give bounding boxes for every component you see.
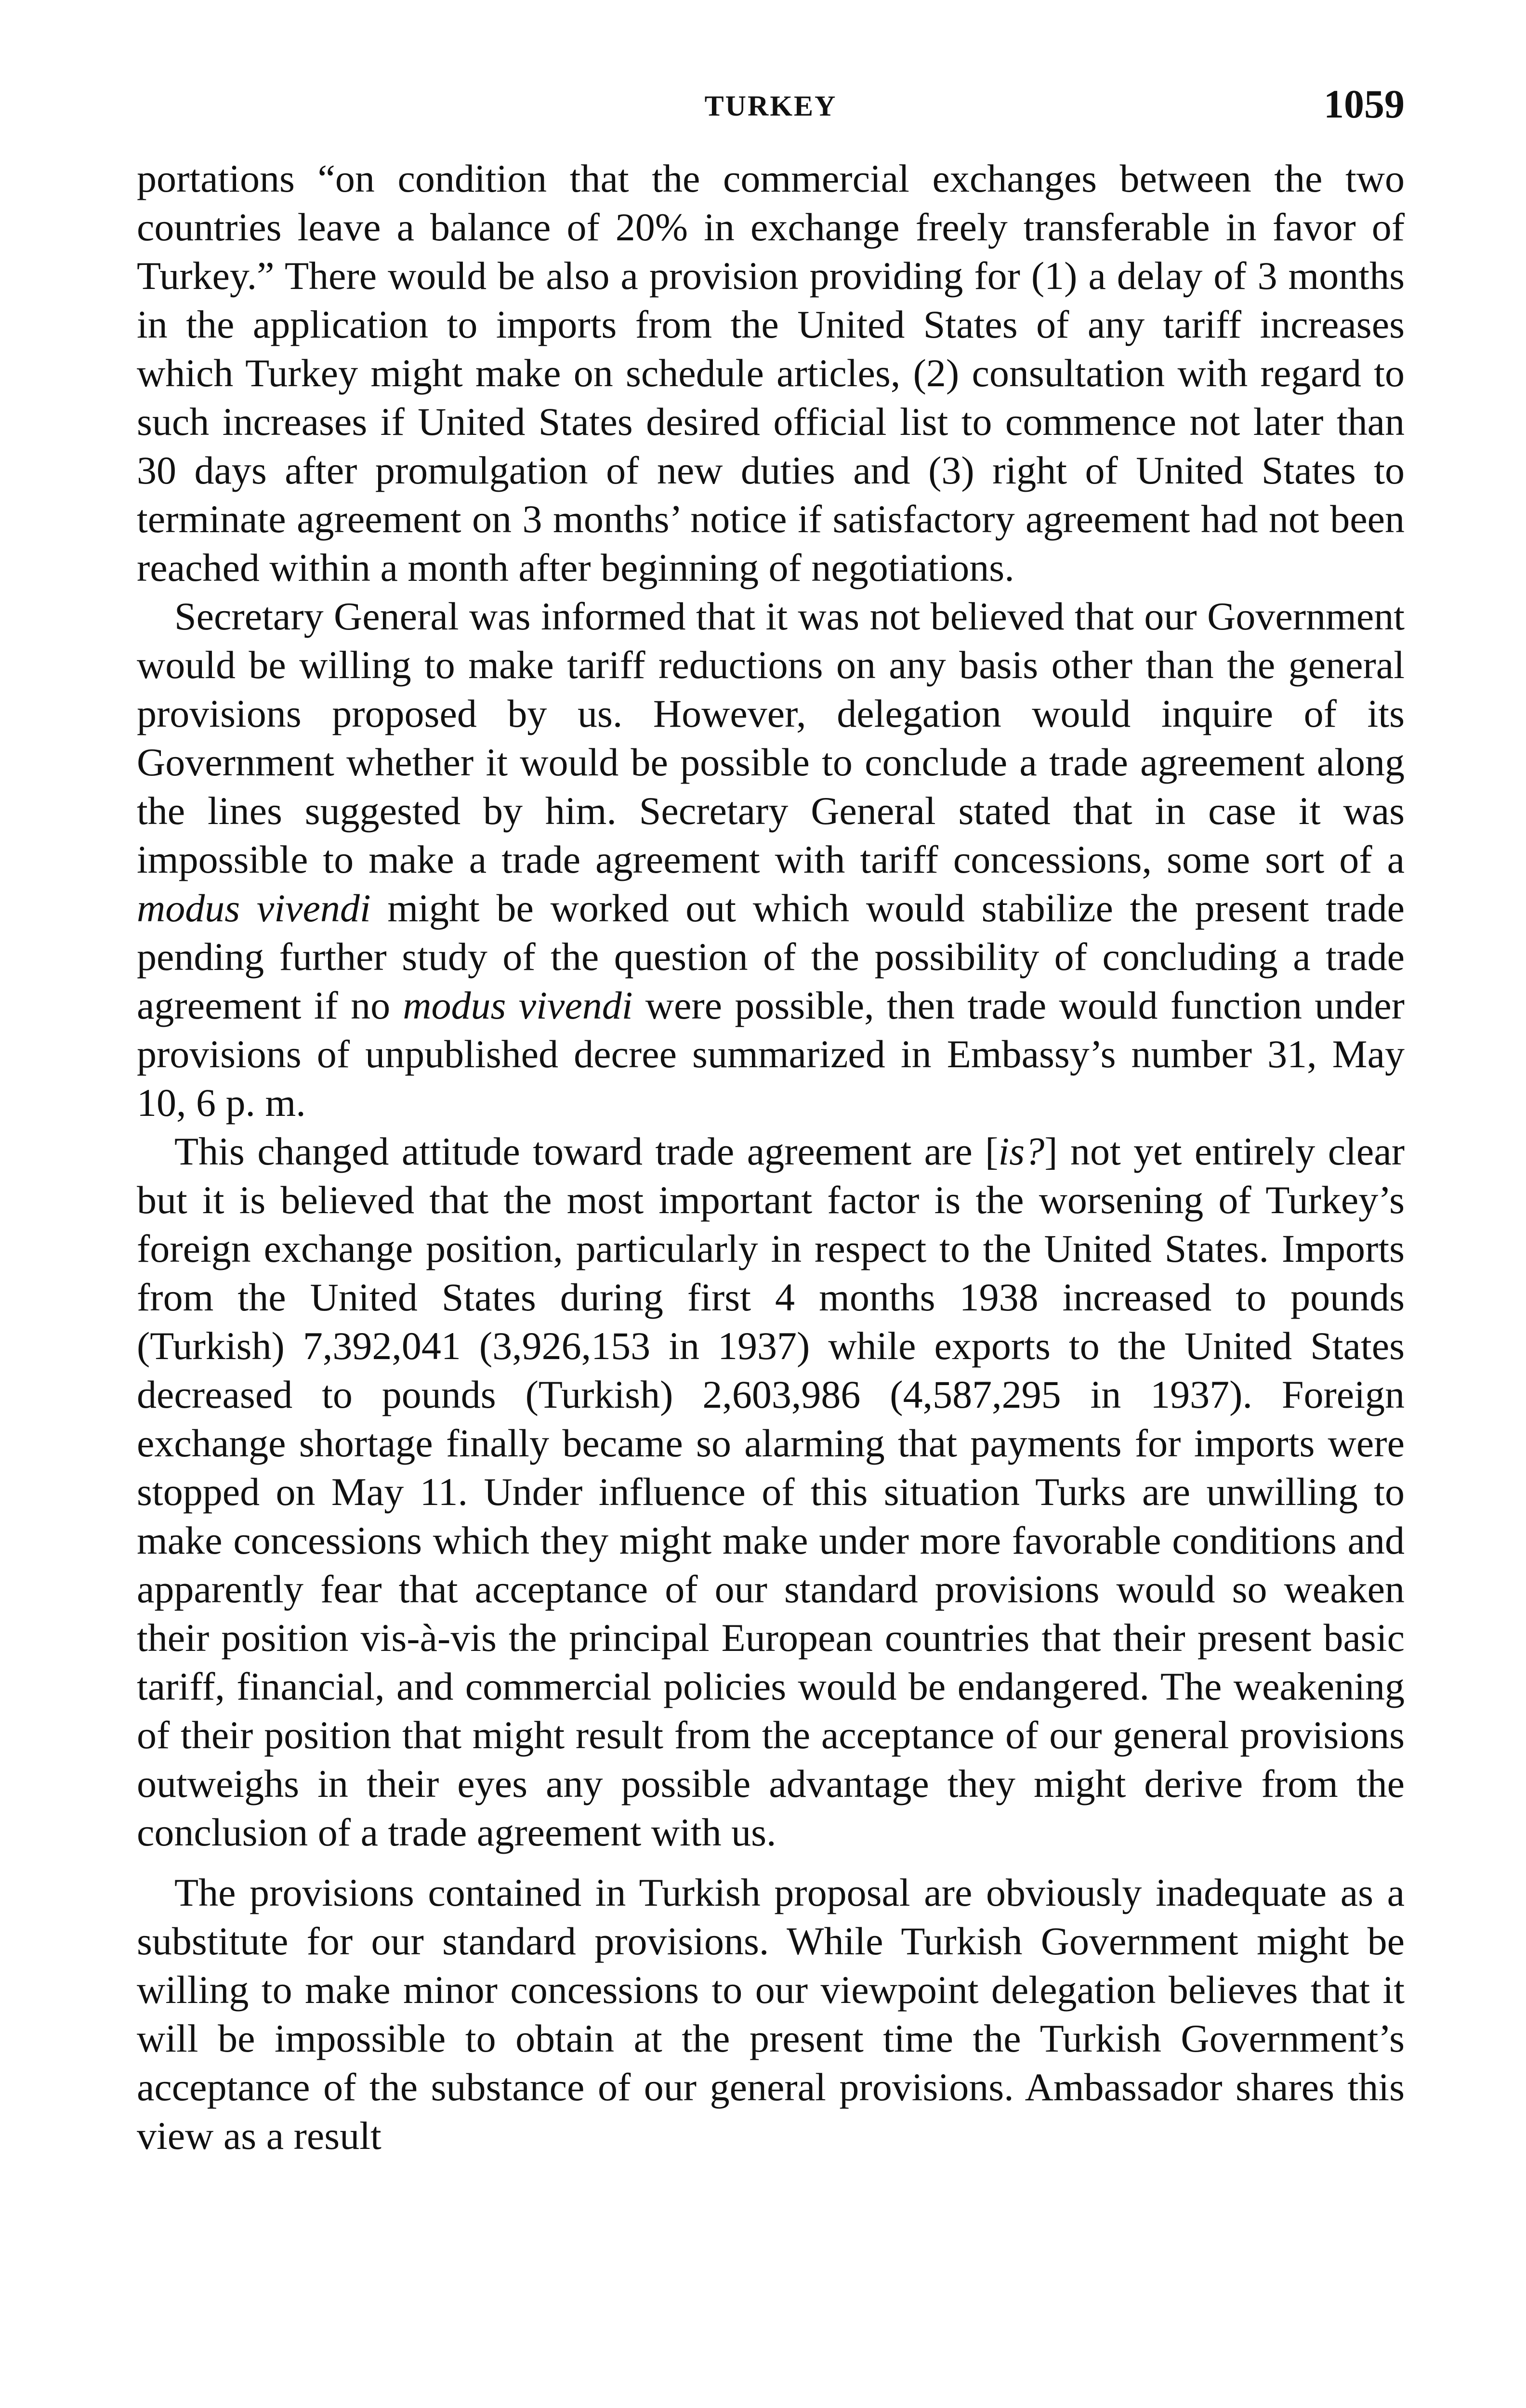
paragraph-1-text: portations “on condition that the commercial exchanges between the two countries leave a balance of 20% in exchange freely transferable in favor of Turkey.” There would be also a provision providing for (1) a delay of 3 months in the application to imports from the United States of any tariff increases which Turkey might make on schedule articles, (2) consultation with regard to such increases if United States desired official list to commence not later than 30 days after promulgation of new duties and (3) right of United States to terminate agreement on 3 months’ notice if satisfactory agreement had not been reached within a month after beginning of negotiations. — [137, 157, 1405, 589]
paragraph-2-text-c: were possible, then trade would function under provisions of unpublished decree summarized in Embassy’s number 31, May 10, 6 p. m. — [137, 983, 1405, 1125]
paragraph-3-italic: is? — [998, 1129, 1045, 1173]
page-number: 1059 — [1324, 82, 1405, 127]
paragraph-2-italic-b: modus vivendi — [403, 983, 633, 1027]
paragraph-3-text-b: ] not yet entirely clear but it is believed that the most important factor is the worsening of Turkey’s foreign exchange position, particularly in respect to the United States. Imports from the United States during first 4 months 1938 increased to pounds (Turkish) 7,392,041 (3,926,153 in 1937) while exports to the United States decreased to pounds (Turkish) 2,603,986 (4,587,295 in 1937). Foreign exchange shortage finally became so alarming that payments for imports were stopped on May 11. Under influence of this situation Turks are unwilling to make concessions which they might make under more favorable conditions and apparently fear that acceptance of our standard provisions would so weaken their position vis-à-vis the principal European countries that their present basic tariff, financial, and commercial policies would be endangered. The weakening of their position that might result from the acceptance of our general provisions outweighs in their eyes any possible advantage they might derive from the conclusion of a trade agreement with us. — [137, 1129, 1405, 1854]
paragraph-4 — [137, 1868, 1405, 2160]
paragraph-1 — [137, 154, 1405, 592]
paragraph-2-italic-a: modus vivendi — [137, 886, 371, 930]
running-head: TURKEY — [704, 90, 837, 122]
paragraph-2-text-a: Secretary General was informed that it was not believed that our Government would be willing to make tariff reductions on any basis other than the general provisions proposed by us. However, delegation would inquire of its Government whether it would be possible to conclude a trade agreement along the lines suggested by him. Secretary General stated that in case it was impossible to make a trade agreement with tariff concessions, some sort of a — [137, 594, 1405, 881]
paragraph-3 — [137, 1127, 1405, 1857]
body-text — [137, 154, 1405, 2160]
paragraph-3-text-a: This changed attitude toward trade agreement are [ — [174, 1129, 999, 1173]
page-header — [137, 72, 1405, 135]
document-page — [137, 72, 1405, 2160]
paragraph-2-text-b: might be worked out which would stabilize the present trade pending further study of the question of the possibility of concluding a trade agreement if no — [137, 886, 1405, 1027]
paragraph-2 — [137, 592, 1405, 1127]
paragraph-4-text: The provisions contained in Turkish proposal are obviously inadequate as a substitute for our standard provisions. While Turkish Government might be willing to make minor concessions to our viewpoint delegation believes that it will be impossible to obtain at the present time the Turkish Government’s acceptance of the substance of our general provisions. Ambassador shares this view as a result — [137, 1871, 1405, 2158]
